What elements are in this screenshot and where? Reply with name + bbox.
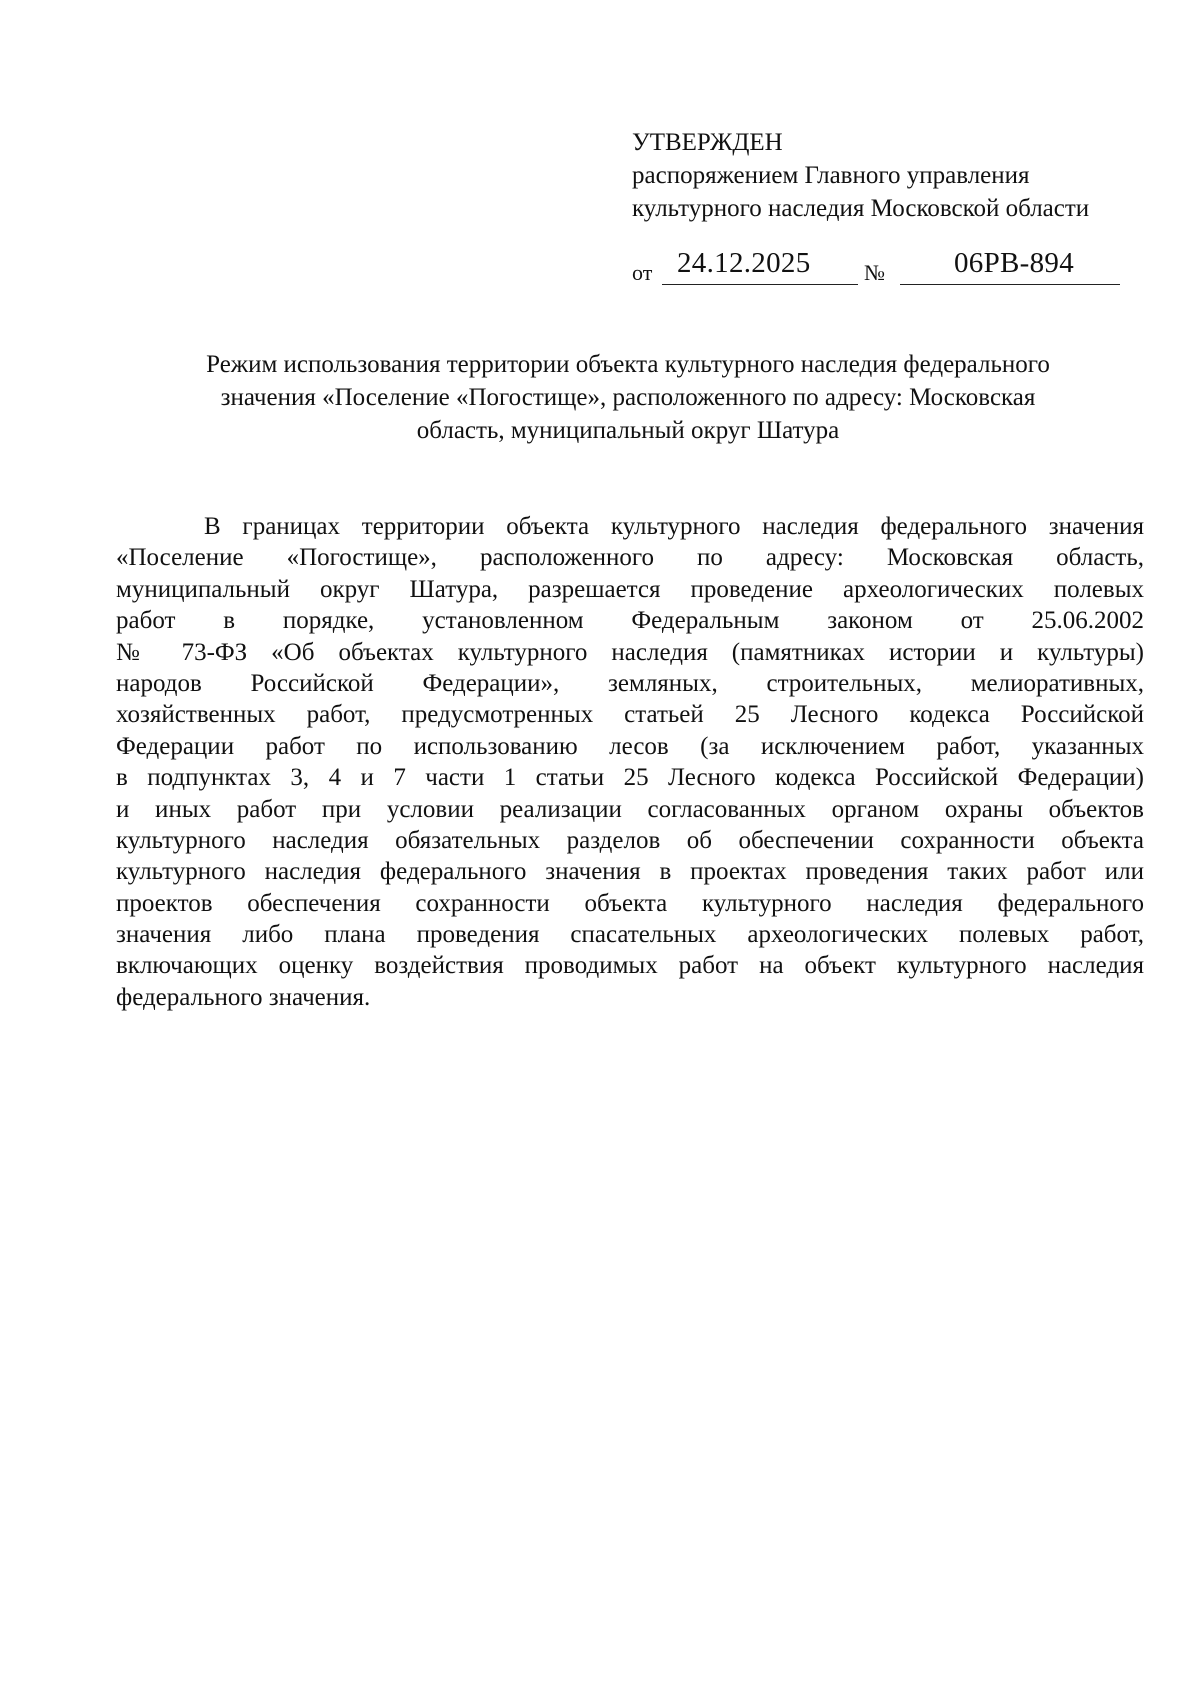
paragraph-line: культурного наследия обязательных разделов об обеспечении сохранности объекта [116,826,1144,854]
title-line: значения «Поселение «Погостище», расположенного по адресу: Московская [220,384,1036,411]
approval-date: 24.12.2025 [677,247,811,279]
paragraph-line: № 73-ФЗ «Об объектах культурного наследия (памятниках истории и культуры) [116,638,1144,666]
document-title [120,348,1136,447]
paragraph-line: значения либо плана проведения спасательных археологических полевых работ, [116,921,1144,949]
paragraph-line: проектов обеспечения сохранности объекта культурного наследия федерального [116,889,1144,917]
paragraph-line: работ в порядке, установленном Федеральным законом от 25.06.2002 [116,607,1144,635]
approval-number: 06РВ-894 [954,247,1075,279]
number-label: № [864,260,885,285]
approval-heading: УТВЕРЖДЕН [632,129,783,156]
paragraph-line: «Поселение «Погостище», расположенного по адресу: Московская область, [116,544,1144,572]
paragraph-line: муниципальный округ Шатура, разрешается проведение археологических полевых [116,575,1144,603]
paragraph-line: народов Российской Федерации», земляных, строительных, мелиоративных, [116,669,1144,697]
paragraph-line: хозяйственных работ, предусмотренных статьей 25 Лесного кодекса Российской [116,701,1144,729]
body-paragraph [116,511,1144,1013]
title-line: Режим использования территории объекта культурного наследия федерального [206,351,1050,378]
date-label: от [632,260,653,285]
paragraph-line: В границах территории объекта культурного наследия федерального значения [204,513,1144,540]
approval-block [632,126,1152,225]
title-line: область, муниципальный округ Шатура [416,417,840,444]
paragraph-line: культурного наследия федерального значения в проектах проведения таких работ или [116,858,1144,886]
paragraph-line: федерального значения. [116,983,371,1011]
paragraph-line: Федерации работ по использованию лесов (за исключением работ, указанных [116,732,1144,760]
approval-authority-line: культурного наследия Московской области [632,195,1090,222]
paragraph-line: и иных работ при условии реализации согласованных органом охраны объектов [116,795,1144,823]
paragraph-line: в подпунктах 3, 4 и 7 части 1 статьи 25 Лесного кодекса Российской Федерации) [116,764,1144,792]
approval-authority-line: распоряжением Главного управления [632,162,1030,189]
approval-reference [632,244,1122,288]
paragraph-line: включающих оценку воздействия проводимых работ на объект культурного наследия [116,952,1144,980]
